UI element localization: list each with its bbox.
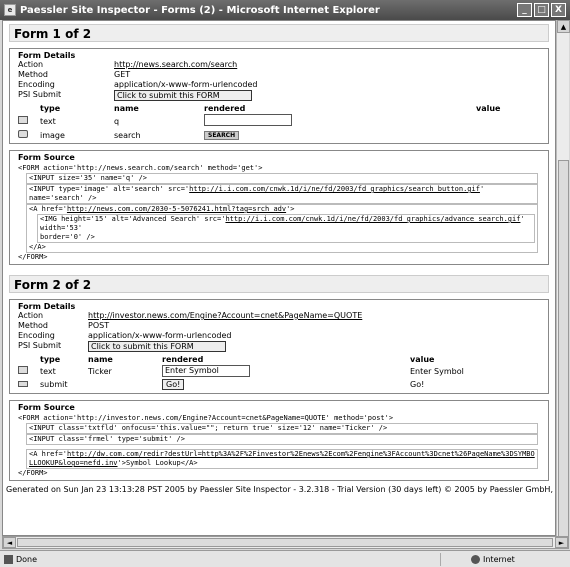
source-line: <FORM action='http://news.search.com/search' method='get'> (18, 164, 263, 172)
source-line: <INPUT class='frmel' type='submit' /> (26, 434, 538, 445)
source-text: <A href=' (29, 450, 67, 458)
fields-table (18, 104, 540, 141)
field-value: Enter Symbol (410, 366, 464, 376)
encoding-value: application/x-www-form-urlencoded (88, 331, 232, 340)
source-line (26, 184, 538, 204)
form-2-details (9, 299, 549, 394)
generated-footer: Generated on Sun Jan 23 13:13:28 PST 2005 by Paessler Site Inspector - 3.2.318 - Trial Version (30 days left) © 2005 by Paessler GmbH, (6, 485, 553, 494)
field-value: Go! (410, 380, 425, 389)
textbox-icon (18, 366, 28, 374)
form-source-heading: Form Source (18, 153, 75, 162)
field-type: image (40, 130, 65, 140)
status-text: Done (16, 554, 38, 564)
rendered-go-button[interactable]: Go! (162, 379, 184, 390)
rendered-ticker-input[interactable]: Enter Symbol (162, 365, 250, 377)
form-1-details (9, 48, 549, 144)
horizontal-scroll-thumb[interactable] (17, 538, 553, 547)
action-link[interactable]: http://investor.news.com/Engine?Account=cnet&PageName=QUOTE (88, 311, 363, 320)
source-line: <INPUT size='35' name='q' /> (26, 173, 538, 184)
action-label: Action (18, 311, 44, 320)
scroll-right-icon[interactable]: ► (555, 537, 568, 548)
source-link[interactable]: http://i.i.com.com/cnwk.1d/i/ne/fd/2003/fd_graphics/advance_search.gif (225, 215, 521, 223)
value-header: value (410, 355, 435, 364)
close-button[interactable]: X (551, 3, 566, 17)
button-icon (18, 381, 28, 387)
field-name (88, 378, 162, 391)
submit-form-button[interactable]: Click to submit this FORM (88, 341, 226, 352)
status-left (0, 555, 440, 564)
table-row (18, 378, 540, 391)
method-value: GET (114, 70, 131, 79)
source-line: <FORM action='http://investor.news.com/Engine?Account=cnet&PageName=QUOTE' method='post'> (18, 414, 394, 422)
globe-icon (471, 555, 480, 564)
scroll-up-icon[interactable]: ▲ (557, 20, 570, 33)
source-text: ' name='search' /> (29, 185, 485, 202)
source-text: <IMG height='15' alt='Advanced Search' src=' (40, 215, 226, 223)
rendered-header: rendered (162, 355, 204, 364)
name-header: name (114, 104, 139, 113)
source-link[interactable]: http://dw.com.com/redir?destUrl=http%3A%2F%2Finvestor%2Enews%2Ecom%2Fengine%3FAccount%3Dcnet%26PageName%3DSYMBOLLOOKUP&logo=nefd.inv (29, 450, 535, 467)
psi-submit-label: PSI Submit (18, 90, 62, 99)
method-label: Method (18, 321, 49, 330)
form-1-source (9, 150, 549, 265)
rendered-header: rendered (204, 104, 246, 113)
action-link[interactable]: http://news.search.com/search (114, 60, 238, 69)
status-bar (0, 550, 570, 567)
image-icon (18, 130, 28, 138)
table-row (18, 129, 540, 141)
form-source-heading: Form Source (18, 403, 75, 412)
source-link[interactable]: http://i.i.com.com/cnwk.1d/i/ne/fd/2003/fd_graphics/search_button.gif (189, 185, 480, 193)
method-value: POST (88, 321, 110, 330)
field-name: search (114, 130, 141, 140)
psi-submit-label: PSI Submit (18, 341, 62, 350)
textbox-icon (18, 116, 28, 124)
window-controls (517, 3, 566, 17)
action-label: Action (18, 60, 44, 69)
field-name: Ticker (88, 366, 112, 376)
table-row (18, 113, 540, 129)
encoding-value: application/x-www-form-urlencoded (114, 80, 258, 89)
source-line (26, 449, 538, 469)
security-zone (440, 553, 515, 566)
encoding-label: Encoding (18, 331, 55, 340)
field-value (476, 129, 540, 141)
field-name: q (114, 116, 120, 126)
scroll-left-icon[interactable]: ◄ (3, 537, 16, 548)
table-row (18, 364, 540, 378)
method-label: Method (18, 70, 49, 79)
vertical-scrollbar[interactable] (556, 20, 569, 536)
encoding-label: Encoding (18, 80, 55, 89)
source-line: </FORM> (18, 253, 48, 261)
source-text: ' width='53' (40, 215, 525, 232)
form-2-source (9, 400, 549, 481)
title-bar (0, 0, 570, 20)
zone-text: Internet (483, 554, 515, 564)
source-text: <INPUT type='image' alt='search' src=' (29, 185, 190, 193)
source-text: '> (286, 205, 295, 213)
source-line: </A> (29, 243, 46, 251)
maximize-button[interactable]: □ (534, 3, 549, 17)
type-header: type (40, 355, 61, 364)
page-icon (4, 555, 13, 564)
name-header: name (88, 355, 113, 364)
source-text: border='0' /> (40, 233, 95, 241)
form-2-title: Form 2 of 2 (9, 275, 549, 293)
source-link[interactable]: http://news.com.com/2030-5-5076241.html?tag=srch_adv (66, 205, 287, 213)
window-title: Paessler Site Inspector - Forms (2) - Microsoft Internet Explorer (20, 4, 380, 16)
field-type: submit (40, 380, 68, 389)
field-type: text (40, 116, 56, 126)
source-line (37, 214, 535, 243)
type-header: type (40, 104, 61, 113)
fields-table (18, 355, 540, 391)
minimize-button[interactable]: _ (517, 3, 532, 17)
submit-form-button[interactable]: Click to submit this FORM (114, 90, 252, 101)
field-value (476, 113, 540, 129)
field-type: text (40, 366, 56, 376)
rendered-text-input[interactable] (204, 114, 292, 126)
source-line: </FORM> (18, 469, 48, 477)
source-code (18, 164, 540, 262)
source-line: <INPUT class='txtfld' onfocus='this.value=""; return true' size='12' name='Ticker' /> (26, 423, 538, 434)
source-line (26, 204, 538, 253)
horizontal-scrollbar[interactable] (2, 536, 569, 549)
vertical-scroll-thumb[interactable] (558, 160, 569, 540)
source-text: <A href=' (29, 205, 67, 213)
value-header: value (476, 104, 501, 113)
form-1-title: Form 1 of 2 (9, 24, 549, 42)
form-details-heading: Form Details (18, 302, 76, 311)
page-viewport (2, 20, 556, 536)
source-code (18, 414, 540, 478)
form-details-heading: Form Details (18, 51, 76, 60)
source-text: '>Symbol Lookup</A> (117, 459, 198, 467)
rendered-search-button[interactable]: SEARCH (204, 131, 239, 140)
app-icon: e (4, 4, 16, 16)
